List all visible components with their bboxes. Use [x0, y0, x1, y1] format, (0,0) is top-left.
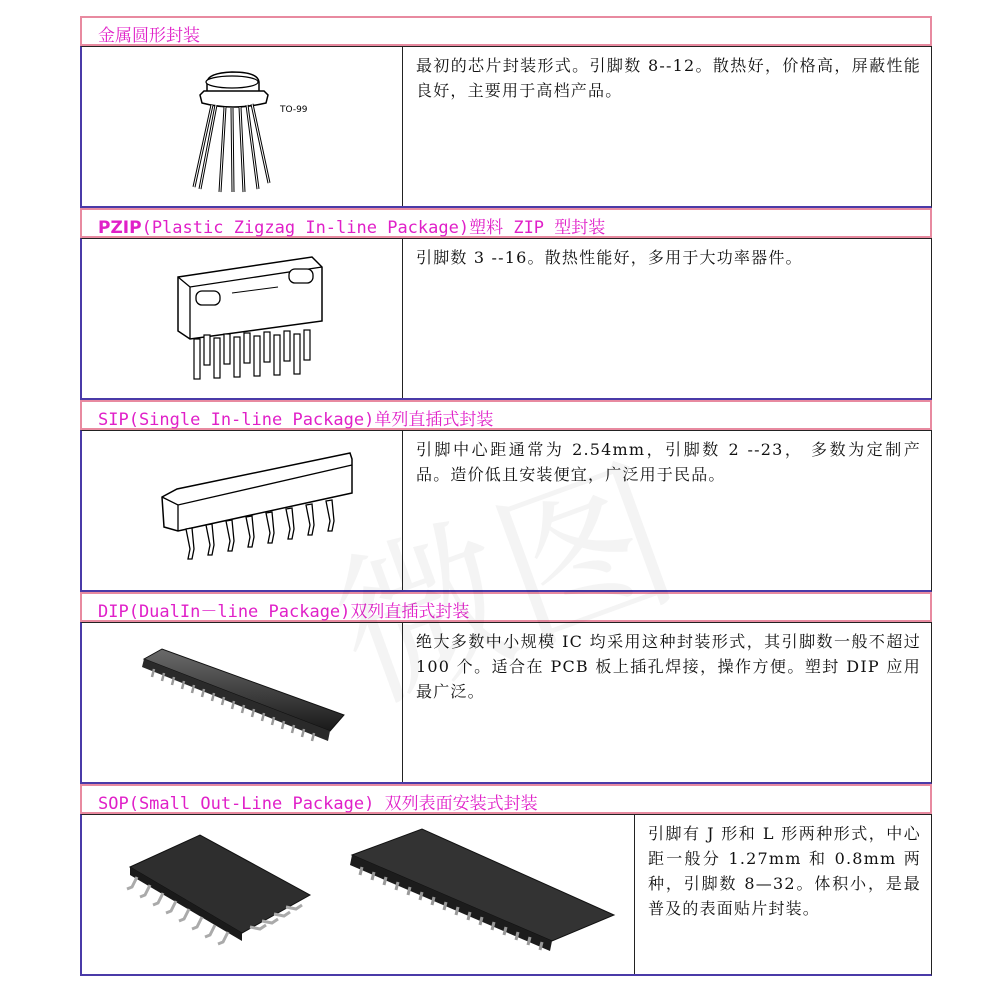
section-header-sop	[80, 784, 932, 814]
section-title: SIP(Single In-line Package)单列直插式封装	[98, 410, 494, 430]
description: 引脚数 3 --16。散热性能好，多用于大功率器件。	[416, 248, 803, 267]
section-title: DIP(DualIn－line Package)双列直插式封装	[98, 602, 470, 622]
image-cell	[82, 239, 403, 398]
section-header-pzip	[80, 208, 932, 238]
row-sop	[80, 814, 932, 976]
title-text: 金属圆形封装	[98, 26, 200, 46]
to99-package-illustration	[82, 47, 402, 207]
image-cell	[82, 47, 403, 206]
title-text: (Plastic Zigzag In-line Package)塑料 ZIP 型封装	[141, 218, 606, 238]
section-title	[98, 213, 605, 238]
image-cell	[82, 815, 635, 974]
section-header-metal-can	[80, 16, 932, 46]
section-title: SOP(Small Out-Line Package) 双列表面安装式封装	[98, 794, 538, 814]
row-pzip	[80, 238, 932, 400]
description: 引脚有 J 形和 L 形两种形式，中心距一般分 1.27mm 和 0.8mm 两种，引脚数 8—32。体积小，是最普及的表面贴片封装。	[648, 824, 921, 918]
sop-package-illustration	[82, 815, 634, 975]
title-bold-text: PZIP	[98, 218, 142, 238]
image-label: TO-99	[280, 105, 308, 115]
description: 绝大多数中小规模 IC 均采用这种封装形式，其引脚数一般不超过 100 个。适合在 PCB 板上插孔焊接，操作方便。塑封 DIP 应用最广泛。	[416, 632, 921, 701]
section-header-sip	[80, 400, 932, 430]
description: 引脚中心距通常为 2.54mm，引脚数 2 --23， 多数为定制产品。造价低且安装便宜，广泛用于民品。	[416, 440, 921, 484]
section-title	[98, 21, 200, 46]
description: 最初的芯片封装形式。引脚数 8--12。散热好，价格高，屏蔽性能良好，主要用于高档产品。	[416, 56, 921, 100]
pzip-package-illustration	[82, 239, 402, 399]
row-metal-can	[80, 46, 932, 208]
